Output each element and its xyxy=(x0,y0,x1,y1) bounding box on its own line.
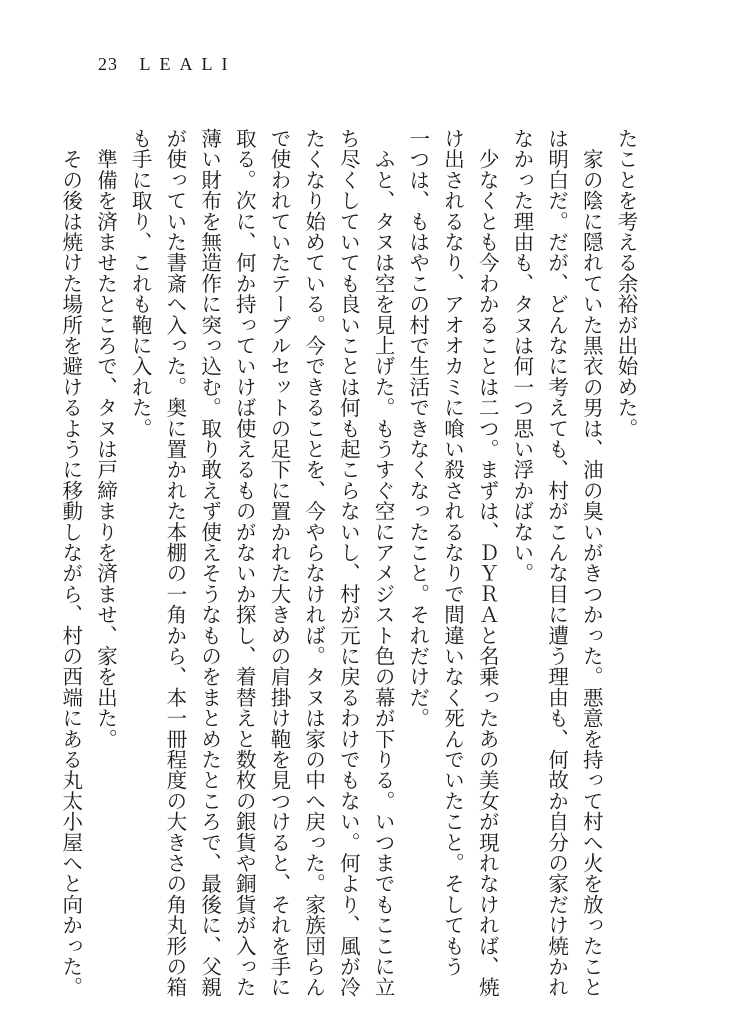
text-line: その後は焼けた場所を避けるように移動しながら、村の西端にある丸太小屋へと向かった。 xyxy=(58,128,83,998)
text-line: 準備を済ませたところで、タヌは戸締まりを済ませ、家を出た。 xyxy=(93,128,118,749)
text-line: が使っていた書斎へ入った。奥に置かれた本棚の一角から、本一冊程度の大きさの角丸形の箱 xyxy=(162,128,187,998)
vertical-body-text xyxy=(58,128,643,998)
running-title: LEALI xyxy=(139,54,237,74)
text-line: なかった理由も、タヌは何一つ思い浮かばない。 xyxy=(509,128,534,584)
text-line: ち尽くしていても良いことは何も起こらないし、村が元に戻るわけでもない。何より、風が冷 xyxy=(336,128,361,998)
text-line: 少なくとも今わかることは二つ。まずは、ＤＹＲＡと名乗ったあの美女が現れなければ、焼 xyxy=(475,128,500,998)
text-line: で使われていたテーブルセットの足下に置かれた大きめの肩掛け鞄を見つけると、それを手に xyxy=(266,128,291,998)
text-line: たくなり始めている。今できることを、今やらなければ。タヌは家の中へ戻った。家族団らん xyxy=(301,128,326,998)
text-line: も手に取り、これも鞄に入れた。 xyxy=(128,128,153,439)
page-number: 23 xyxy=(98,54,118,74)
text-line: たことを考える余裕が出始めた。 xyxy=(614,128,638,439)
text-line: 薄い財布を無造作に突っ込む。取り敢えず使えそうなものをまとめたところで、最後に、父親 xyxy=(197,128,222,998)
page-header xyxy=(98,54,236,75)
text-line: 家の陰に隠れていた黒衣の男は、油の臭いがきつかった。悪意を持って村へ火を放ったこと xyxy=(579,128,604,998)
text-line: は明白だ。だが、どんなに考えても、村がこんな目に遭う理由も、何故か自分の家だけ焼かれ xyxy=(544,128,569,998)
text-line: ふと、タヌは空を見上げた。もうすぐ空にアメジスト色の幕が下りる。いつまでもここに立 xyxy=(371,128,396,998)
text-line: 一つは、もはやこの村で生活できなくなったこと。それだけだ。 xyxy=(405,128,430,729)
text-line: 取る。次に、何か持っていけば使えるものがないか探し、着替えと数枚の銀貨や銅貨が入った xyxy=(232,128,257,998)
text-line: け出されるなり、アオオカミに喰い殺されるなりで間違いなく死んでいたこと。そしてもう xyxy=(440,128,465,977)
